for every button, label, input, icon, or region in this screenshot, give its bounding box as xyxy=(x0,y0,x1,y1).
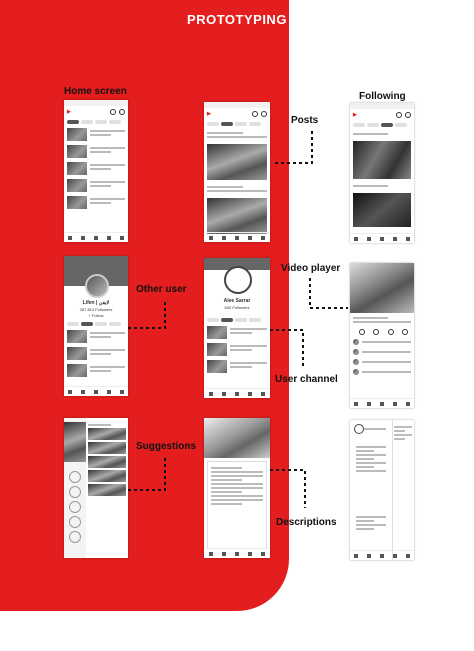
suggestions-screen-mockup xyxy=(64,418,128,558)
label-video-player: Video player xyxy=(281,263,341,274)
following-screen-mockup: ▶ xyxy=(350,103,414,243)
channel-name: Alee Sarrar xyxy=(223,298,251,304)
follow-button[interactable]: + Follow xyxy=(88,313,104,318)
video-player-screen-mockup xyxy=(350,263,414,408)
descriptions-screen-mockup xyxy=(204,418,270,558)
label-following: Following xyxy=(359,91,406,102)
channel-followers: 600 Followers xyxy=(224,305,250,310)
user-channel-screen-mockup xyxy=(204,258,270,398)
video-frame xyxy=(350,263,414,313)
logo-icon: ▶ xyxy=(67,109,71,115)
label-posts: Posts xyxy=(291,115,319,126)
label-user-channel: User channel xyxy=(275,374,338,385)
label-suggestions: Suggestions xyxy=(136,441,197,452)
page-title: PROTOTYPING xyxy=(187,12,287,27)
avatar xyxy=(85,274,109,298)
cast-icon xyxy=(110,109,116,115)
label-home-screen: Home screen xyxy=(64,86,127,97)
profile-followers: 287 813 Followers xyxy=(79,307,113,312)
label-descriptions: Descriptions xyxy=(276,517,337,528)
home-screen-mockup xyxy=(64,100,128,242)
other-user-screen-mockup xyxy=(64,256,128,396)
menu-drawer-screen-mockup xyxy=(350,420,414,560)
search-icon xyxy=(119,109,125,115)
channel-logo-icon xyxy=(224,266,252,294)
profile-name: Lifen | لايفن xyxy=(82,300,110,306)
label-other-user: Other user xyxy=(136,284,187,295)
posts-screen-mockup: ▶ xyxy=(204,102,270,242)
